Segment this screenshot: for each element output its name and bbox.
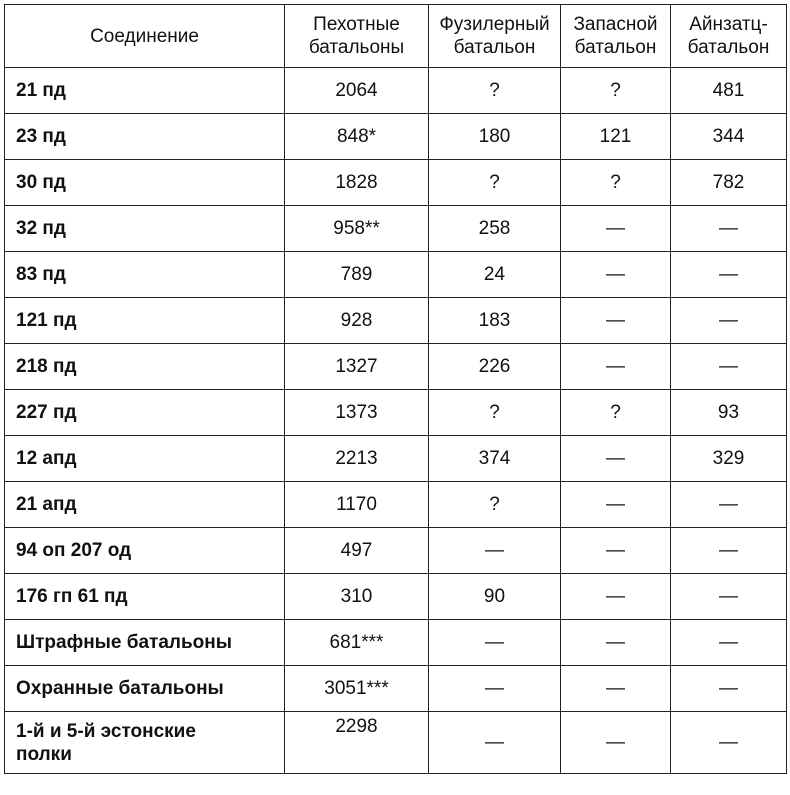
einsatz-cell: — — [671, 482, 787, 528]
header-fusilier-label: Фузилерный батальон — [439, 14, 550, 58]
einsatz-cell: 93 — [671, 390, 787, 436]
einsatz-cell: — — [671, 712, 787, 774]
infantry-cell: 958** — [285, 206, 429, 252]
table-row — [5, 160, 787, 206]
header-reserve-label: Запасной батальон — [573, 14, 658, 58]
infantry-cell: 310 — [285, 574, 429, 620]
fusilier-cell: 226 — [429, 344, 561, 390]
header-infantry-label: Пехотные батальоны — [308, 14, 405, 58]
table-row — [5, 620, 787, 666]
table-row — [5, 666, 787, 712]
table-row — [5, 298, 787, 344]
table-row — [5, 436, 787, 482]
einsatz-cell: — — [671, 620, 787, 666]
infantry-cell: 2213 — [285, 436, 429, 482]
fusilier-cell: — — [429, 712, 561, 774]
fusilier-cell: ? — [429, 390, 561, 436]
infantry-cell: 928 — [285, 298, 429, 344]
unit-cell: 23 пд — [5, 114, 285, 160]
infantry-cell: 848* — [285, 114, 429, 160]
reserve-cell: ? — [561, 390, 671, 436]
header-fusilier-battalion — [429, 5, 561, 68]
reserve-cell: — — [561, 528, 671, 574]
header-infantry-battalions — [285, 5, 429, 68]
unit-cell: 32 пд — [5, 206, 285, 252]
fusilier-cell: 180 — [429, 114, 561, 160]
reserve-cell: — — [561, 620, 671, 666]
table-row — [5, 252, 787, 298]
unit-cell: Штрафные батальоны — [5, 620, 285, 666]
unit-cell: 218 пд — [5, 344, 285, 390]
table-row — [5, 114, 787, 160]
table-row — [5, 344, 787, 390]
unit-cell: 94 оп 207 од — [5, 528, 285, 574]
table-row — [5, 528, 787, 574]
reserve-cell: ? — [561, 160, 671, 206]
infantry-cell: 1828 — [285, 160, 429, 206]
battalion-strength-table — [4, 4, 787, 774]
infantry-cell: 497 — [285, 528, 429, 574]
infantry-cell: 2298 — [285, 712, 429, 774]
unit-cell: 30 пд — [5, 160, 285, 206]
header-einsatz-battalion — [671, 5, 787, 68]
unit-cell: 12 апд — [5, 436, 285, 482]
infantry-cell: 789 — [285, 252, 429, 298]
reserve-cell: — — [561, 206, 671, 252]
reserve-cell: — — [561, 298, 671, 344]
table-row — [5, 390, 787, 436]
einsatz-cell: — — [671, 574, 787, 620]
unit-cell: 83 пд — [5, 252, 285, 298]
table-row — [5, 482, 787, 528]
unit-cell: 176 гп 61 пд — [5, 574, 285, 620]
fusilier-cell: ? — [429, 160, 561, 206]
fusilier-cell: — — [429, 528, 561, 574]
reserve-cell: — — [561, 482, 671, 528]
reserve-cell: — — [561, 712, 671, 774]
fusilier-cell: ? — [429, 482, 561, 528]
reserve-cell: — — [561, 252, 671, 298]
table-row — [5, 712, 787, 774]
fusilier-cell: — — [429, 620, 561, 666]
reserve-cell: 121 — [561, 114, 671, 160]
infantry-cell: 3051*** — [285, 666, 429, 712]
einsatz-cell: — — [671, 666, 787, 712]
einsatz-cell: — — [671, 344, 787, 390]
reserve-cell: — — [561, 436, 671, 482]
einsatz-cell: 344 — [671, 114, 787, 160]
unit-cell: 121 пд — [5, 298, 285, 344]
fusilier-cell: ? — [429, 68, 561, 114]
reserve-cell: ? — [561, 68, 671, 114]
fusilier-cell: 374 — [429, 436, 561, 482]
header-reserve-battalion — [561, 5, 671, 68]
unit-label: 1-й и 5-й эстонские полки — [16, 720, 196, 765]
reserve-cell: — — [561, 574, 671, 620]
fusilier-cell: 24 — [429, 252, 561, 298]
unit-cell: 21 пд — [5, 68, 285, 114]
einsatz-cell: — — [671, 206, 787, 252]
einsatz-cell: — — [671, 298, 787, 344]
unit-cell: Охранные батальоны — [5, 666, 285, 712]
infantry-cell: 1373 — [285, 390, 429, 436]
infantry-cell: 1327 — [285, 344, 429, 390]
reserve-cell: — — [561, 666, 671, 712]
fusilier-cell: 258 — [429, 206, 561, 252]
reserve-cell: — — [561, 344, 671, 390]
header-row — [5, 5, 787, 68]
infantry-cell: 2064 — [285, 68, 429, 114]
einsatz-cell: 782 — [671, 160, 787, 206]
table-row — [5, 206, 787, 252]
header-unit: Соединение — [5, 5, 285, 68]
unit-cell: 21 апд — [5, 482, 285, 528]
infantry-cell: 1170 — [285, 482, 429, 528]
fusilier-cell: — — [429, 666, 561, 712]
fusilier-cell: 90 — [429, 574, 561, 620]
einsatz-cell: — — [671, 528, 787, 574]
unit-cell — [5, 712, 285, 774]
einsatz-cell: — — [671, 252, 787, 298]
einsatz-cell: 481 — [671, 68, 787, 114]
table-row — [5, 68, 787, 114]
header-einsatz-label: Айнзатц-батальон — [687, 14, 770, 58]
unit-cell: 227 пд — [5, 390, 285, 436]
table-row — [5, 574, 787, 620]
infantry-cell: 681*** — [285, 620, 429, 666]
fusilier-cell: 183 — [429, 298, 561, 344]
einsatz-cell: 329 — [671, 436, 787, 482]
